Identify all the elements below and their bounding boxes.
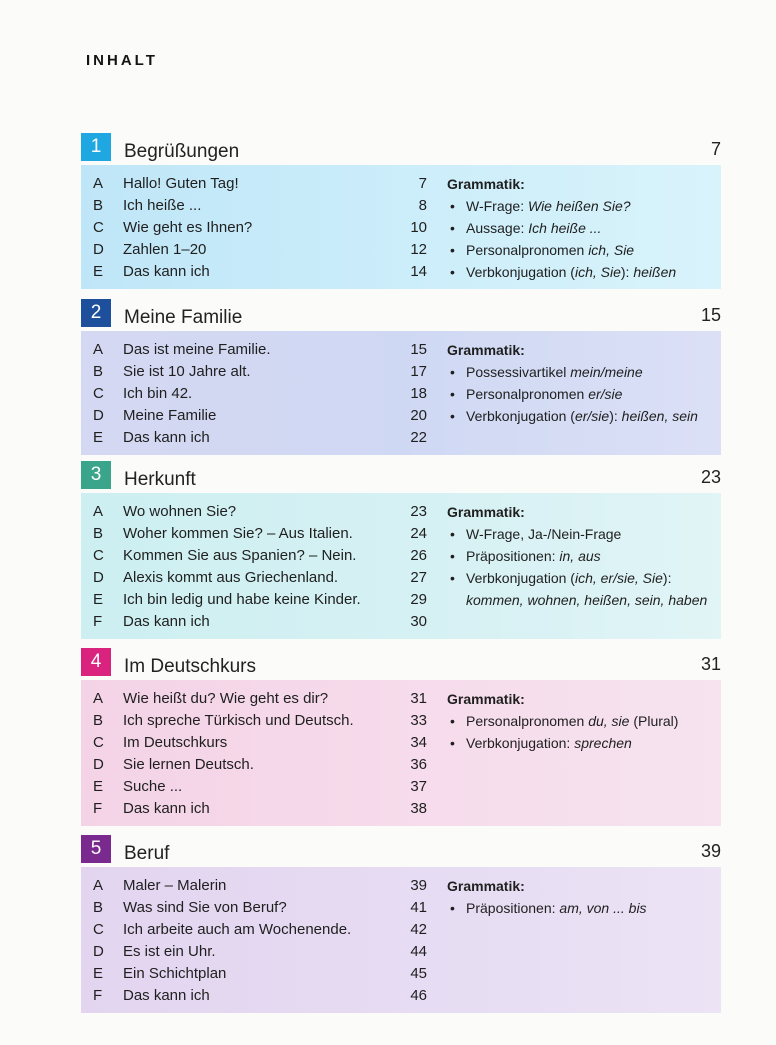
grammar-text: ich, er/sie, Sie <box>574 570 663 586</box>
lesson-row[interactable] <box>81 195 441 217</box>
lesson-title: Das kann ich <box>123 987 210 1004</box>
grammar-text: W-Frage: <box>466 198 528 214</box>
grammar-text: heißen <box>633 264 677 280</box>
lesson-title: Sie lernen Deutsch. <box>123 756 254 773</box>
grammar-item <box>447 195 719 217</box>
lesson-letter: F <box>93 987 103 1004</box>
lesson-letter: C <box>93 921 104 938</box>
grammar-item <box>447 567 719 611</box>
lesson-letter: E <box>93 778 104 795</box>
lesson-page-number: 36 <box>410 756 427 773</box>
unit-section <box>81 133 721 289</box>
lesson-row[interactable] <box>81 501 441 523</box>
grammar-text: ich, Sie <box>574 264 621 280</box>
grammar-item <box>447 545 719 567</box>
lesson-row[interactable] <box>81 985 441 1007</box>
lesson-list <box>81 875 441 1007</box>
unit-body <box>81 680 721 826</box>
lesson-title: Das kann ich <box>123 263 210 280</box>
unit-number-badge: 3 <box>81 461 111 489</box>
lesson-page-number: 30 <box>410 613 427 630</box>
grammar-text: Präpositionen: <box>466 548 560 564</box>
grammar-heading: Grammatik: <box>447 342 525 358</box>
lesson-page-number: 15 <box>410 341 427 358</box>
unit-body <box>81 493 721 639</box>
lesson-title: Meine Familie <box>123 407 217 424</box>
grammar-item <box>447 732 719 754</box>
grammar-text: er/sie <box>588 386 623 402</box>
grammar-item <box>447 261 719 283</box>
lesson-page-number: 42 <box>410 921 427 938</box>
lesson-letter: E <box>93 965 104 982</box>
lesson-row[interactable] <box>81 405 441 427</box>
lesson-title: Kommen Sie aus Spanien? – Nein. <box>123 547 357 564</box>
lesson-row[interactable] <box>81 963 441 985</box>
grammar-text: W-Frage, Ja-/Nein-Frage <box>466 526 622 542</box>
lesson-page-number: 37 <box>410 778 427 795</box>
lesson-page-number: 8 <box>418 197 427 214</box>
lesson-list <box>81 339 441 449</box>
lesson-page-number: 20 <box>410 407 427 424</box>
grammar-text: Ich heiße ... <box>528 220 602 236</box>
lesson-title: Alexis kommt aus Griechenland. <box>123 569 339 586</box>
lesson-page-number: 23 <box>410 503 427 520</box>
lesson-list <box>81 688 441 820</box>
lesson-letter: A <box>93 690 104 707</box>
unit-number-badge: 1 <box>81 133 111 161</box>
grammar-text: heißen, sein <box>621 408 698 424</box>
grammar-item <box>447 405 719 427</box>
grammar-text: Verbkonjugation ( <box>466 264 575 280</box>
unit-header <box>81 648 721 678</box>
grammar-heading: Grammatik: <box>447 504 525 520</box>
lesson-letter: A <box>93 175 104 192</box>
lesson-page-number: 14 <box>410 263 427 280</box>
grammar-text: Personalpronomen <box>466 242 589 258</box>
lesson-letter: E <box>93 429 104 446</box>
lesson-letter: D <box>93 756 104 773</box>
lesson-row[interactable] <box>81 545 441 567</box>
lesson-page-number: 18 <box>410 385 427 402</box>
lesson-page-number: 26 <box>410 547 427 564</box>
lesson-letter: B <box>93 363 104 380</box>
lesson-letter: C <box>93 547 104 564</box>
lesson-page-number: 10 <box>410 219 427 236</box>
lesson-letter: B <box>93 712 104 729</box>
lesson-title: Das ist meine Familie. <box>123 341 271 358</box>
lesson-title: Was sind Sie von Beruf? <box>123 899 287 916</box>
grammar-item <box>447 383 719 405</box>
unit-body <box>81 867 721 1013</box>
grammar-text: (Plural) <box>629 713 679 729</box>
lesson-title: Wo wohnen Sie? <box>123 503 237 520</box>
grammar-text: Personalpronomen <box>466 713 589 729</box>
unit-title[interactable]: Im Deutschkurs <box>124 656 256 677</box>
lesson-page-number: 12 <box>410 241 427 258</box>
grammar-text: Präpositionen: <box>466 900 560 916</box>
lesson-page-number: 45 <box>410 965 427 982</box>
lesson-letter: B <box>93 899 104 916</box>
lesson-letter: C <box>93 734 104 751</box>
unit-body <box>81 331 721 455</box>
unit-number-badge: 2 <box>81 299 111 327</box>
page-title: INHALT <box>86 52 158 69</box>
grammar-box <box>447 339 719 427</box>
lesson-letter: E <box>93 591 104 608</box>
lesson-letter: F <box>93 613 103 630</box>
unit-body <box>81 165 721 289</box>
lesson-letter: C <box>93 219 104 236</box>
lesson-row[interactable] <box>81 897 441 919</box>
unit-header <box>81 461 721 491</box>
lesson-row[interactable] <box>81 567 441 589</box>
lesson-row[interactable] <box>81 798 441 820</box>
grammar-text: in, aus <box>559 548 601 564</box>
lesson-page-number: 34 <box>410 734 427 751</box>
lesson-row[interactable] <box>81 361 441 383</box>
unit-section <box>81 648 721 826</box>
unit-page-number: 39 <box>700 841 721 861</box>
lesson-title: Im Deutschkurs <box>123 734 228 751</box>
lesson-title: Wie geht es Ihnen? <box>123 219 253 236</box>
grammar-text: Verbkonjugation ( <box>466 570 575 586</box>
lesson-title: Hallo! Guten Tag! <box>123 175 239 192</box>
lesson-title: Das kann ich <box>123 800 210 817</box>
lesson-title: Ich bin 42. <box>123 385 193 402</box>
grammar-heading: Grammatik: <box>447 878 525 894</box>
grammar-item <box>447 239 719 261</box>
unit-header <box>81 133 721 163</box>
unit-title[interactable]: Meine Familie <box>124 307 243 328</box>
lesson-row[interactable] <box>81 611 441 633</box>
lesson-letter: D <box>93 241 104 258</box>
grammar-text: Personalpronomen <box>466 386 589 402</box>
lesson-page-number: 29 <box>410 591 427 608</box>
grammar-text: Wie heißen Sie? <box>527 198 631 214</box>
grammar-text: ich, Sie <box>588 242 635 258</box>
lesson-letter: E <box>93 263 104 280</box>
grammar-text: Possessivartikel <box>466 364 571 380</box>
lesson-row[interactable] <box>81 427 441 449</box>
unit-section <box>81 835 721 1013</box>
lesson-title: Sie ist 10 Jahre alt. <box>123 363 251 380</box>
lesson-row[interactable] <box>81 941 441 963</box>
lesson-letter: F <box>93 800 103 817</box>
grammar-item <box>447 897 719 919</box>
unit-section <box>81 461 721 639</box>
grammar-text: Verbkonjugation ( <box>466 408 575 424</box>
lesson-row[interactable] <box>81 239 441 261</box>
lesson-title: Ich bin ledig und habe keine Kinder. <box>123 591 361 608</box>
unit-header <box>81 835 721 865</box>
lesson-letter: C <box>93 385 104 402</box>
lesson-letter: B <box>93 525 104 542</box>
lesson-letter: A <box>93 503 104 520</box>
lesson-letter: D <box>93 569 104 586</box>
grammar-box <box>447 875 719 919</box>
lesson-page-number: 31 <box>410 690 427 707</box>
grammar-text: ): <box>620 264 634 280</box>
grammar-text: du, sie <box>588 713 630 729</box>
lesson-title: Ich spreche Türkisch und Deutsch. <box>123 712 354 729</box>
lesson-letter: A <box>93 341 104 358</box>
grammar-text: er/sie <box>574 408 610 424</box>
lesson-letter: D <box>93 407 104 424</box>
lesson-letter: D <box>93 943 104 960</box>
grammar-heading: Grammatik: <box>447 176 525 192</box>
lesson-title: Ein Schichtplan <box>123 965 227 982</box>
unit-page-number: 23 <box>700 467 721 487</box>
unit-title[interactable]: Begrüßungen <box>124 141 240 162</box>
lesson-title: Das kann ich <box>123 613 210 630</box>
unit-number-badge: 4 <box>81 648 111 676</box>
grammar-item <box>447 361 719 383</box>
lesson-row[interactable] <box>81 261 441 283</box>
lesson-row[interactable] <box>81 919 441 941</box>
lesson-row[interactable] <box>81 523 441 545</box>
grammar-item <box>447 523 719 545</box>
lesson-row[interactable] <box>81 875 441 897</box>
unit-page-number: 7 <box>710 139 721 159</box>
lesson-row[interactable] <box>81 776 441 798</box>
lesson-title: Ich heiße ... <box>123 197 202 214</box>
lesson-row[interactable] <box>81 217 441 239</box>
lesson-row[interactable] <box>81 383 441 405</box>
grammar-text: kommen, wohnen, heißen, sein, haben <box>466 592 708 608</box>
lesson-title: Das kann ich <box>123 429 210 446</box>
lesson-page-number: 24 <box>410 525 427 542</box>
lesson-row[interactable] <box>81 710 441 732</box>
unit-number-badge: 5 <box>81 835 111 863</box>
lesson-title: Suche ... <box>123 778 183 795</box>
grammar-text: mein/meine <box>570 364 643 380</box>
grammar-text: am, von ... bis <box>559 900 647 916</box>
lesson-title: Zahlen 1–20 <box>123 241 207 258</box>
lesson-page-number: 7 <box>418 175 427 192</box>
grammar-heading: Grammatik: <box>447 691 525 707</box>
lesson-letter: B <box>93 197 104 214</box>
unit-title[interactable]: Beruf <box>124 843 170 864</box>
grammar-text: ): <box>662 570 672 586</box>
lesson-row[interactable] <box>81 732 441 754</box>
grammar-item <box>447 217 719 239</box>
grammar-box <box>447 173 719 283</box>
unit-page-number: 31 <box>700 654 721 674</box>
lesson-page-number: 33 <box>410 712 427 729</box>
lesson-page-number: 38 <box>410 800 427 817</box>
lesson-row[interactable] <box>81 339 441 361</box>
unit-header <box>81 299 721 329</box>
grammar-text: ): <box>609 408 622 424</box>
lesson-list <box>81 501 441 633</box>
lesson-page-number: 27 <box>410 569 427 586</box>
grammar-box <box>447 688 719 754</box>
lesson-title: Es ist ein Uhr. <box>123 943 216 960</box>
lesson-page-number: 41 <box>410 899 427 916</box>
lesson-title: Woher kommen Sie? – Aus Italien. <box>123 525 353 542</box>
lesson-title: Ich arbeite auch am Wochenende. <box>123 921 352 938</box>
unit-page-number: 15 <box>700 305 721 325</box>
lesson-row[interactable] <box>81 688 441 710</box>
lesson-title: Wie heißt du? Wie geht es dir? <box>123 690 329 707</box>
unit-title[interactable]: Herkunft <box>124 469 196 490</box>
lesson-page-number: 39 <box>410 877 427 894</box>
lesson-row[interactable] <box>81 754 441 776</box>
grammar-box <box>447 501 719 611</box>
unit-section <box>81 299 721 455</box>
lesson-title: Maler – Malerin <box>123 877 227 894</box>
lesson-row[interactable] <box>81 173 441 195</box>
grammar-item <box>447 710 719 732</box>
grammar-text: Verbkonjugation: <box>466 735 575 751</box>
grammar-text: sprechen <box>574 735 632 751</box>
lesson-row[interactable] <box>81 589 441 611</box>
grammar-text: Aussage: <box>466 220 529 236</box>
lesson-page-number: 22 <box>410 429 427 446</box>
lesson-page-number: 17 <box>410 363 427 380</box>
lesson-list <box>81 173 441 283</box>
lesson-page-number: 44 <box>410 943 427 960</box>
lesson-letter: A <box>93 877 104 894</box>
lesson-page-number: 46 <box>410 987 427 1004</box>
